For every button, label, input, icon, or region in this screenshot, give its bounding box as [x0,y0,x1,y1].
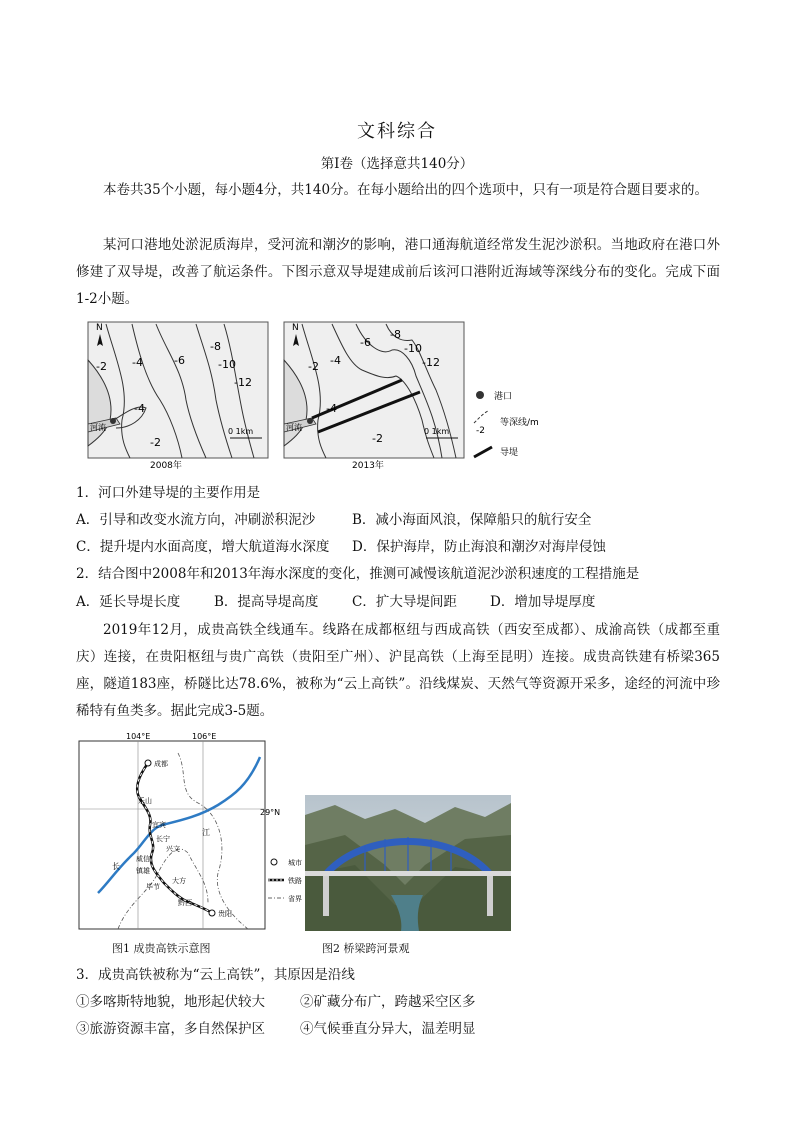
lon-104: 104°E [126,732,151,741]
q3-options-row2 [76,1017,476,1037]
q1-option-a[interactable]: A．引导和改变水流方向，冲刷淤积泥沙 [76,512,316,528]
city-label: 兴文 [166,845,180,853]
q2-option-d[interactable]: D．增加导堤厚度 [490,594,596,610]
legend-jetty: 导堤 [500,448,519,458]
city-label: 黔西 [178,899,192,907]
q1-option-d[interactable]: D．保护海岸，防止海浪和潮汐对海岸侵蚀 [352,539,606,555]
contour-label: -6 [174,354,185,367]
legend-isobath: 等深线/m [500,418,539,428]
contour-label: -10 [404,342,422,355]
legend-isobath-sample: -2 [476,426,485,436]
q1-options-row2 [76,535,606,555]
lon-106: 106°E [192,732,217,741]
river-char: 长 [112,862,120,871]
city-label: 成都 [154,760,168,768]
contour-label: -8 [210,340,221,353]
lat-29: 29°N [260,808,281,817]
scale-bar: 0 1km [424,427,450,436]
q3-options-row1 [76,990,476,1010]
figure-caption-1: 图1 成贵高铁示意图 [112,942,211,955]
legend-city: 城市 [288,859,302,867]
q3-option-3[interactable]: ③旅游资源丰富，多自然保护区 [76,1021,265,1037]
city-label: 乐山 [138,797,152,805]
contour-label: -4 [132,356,143,369]
contour-label: -8 [390,328,401,341]
q1-options-row1 [76,508,591,528]
contour-label: -4 [326,402,337,415]
q2-option-c[interactable]: C．扩大导堤间距 [352,594,457,610]
river-label: 河流 [286,423,302,432]
map-year-2013: 2013年 [352,461,384,471]
contour-label: -4 [134,402,145,415]
city-label: 长宁 [156,835,170,843]
contour-label: -10 [218,358,236,371]
north-arrow-left: N [96,323,103,333]
contour-label: -6 [360,336,371,349]
figure-caption-2: 图2 桥梁跨河景观 [322,942,410,955]
page-title: 文科综合 [357,121,437,142]
river-label: 河流 [90,423,106,432]
contour-label: -2 [150,436,161,449]
legend-rail: 铁路 [288,877,302,885]
city-label: 威信 [136,855,150,863]
city-label: 大方 [172,877,186,885]
q1-option-b[interactable]: B．减小海面风浪，保障船只的航行安全 [352,512,592,528]
q1-stem: 1．河口外建导堤的主要作用是 [76,485,261,501]
city-label: 镇雄 [136,867,150,875]
city-label: 贵阳 [218,910,232,918]
contour-label: -4 [330,354,341,367]
q2-option-b[interactable]: B．提高导堤高度 [214,594,319,610]
section-subtitle: 第Ⅰ卷（选择意共140分） [320,156,474,172]
figure-legend [470,385,560,465]
q3-stem: 3．成贵高铁被称为“云上高铁”，其原因是沿线 [76,967,355,983]
bridge-photo [305,795,511,931]
figure-railway-map [78,732,281,931]
city-label: 毕节 [146,883,160,891]
legend-border: 省界 [288,895,302,903]
contour-label: -2 [372,432,383,445]
city-icon [271,859,277,865]
port-icon [476,391,484,399]
q2-options [76,590,595,610]
q3-option-1[interactable]: ①多喀斯特地貌，地形起伏较大 [76,994,265,1010]
map-year-2008: 2008年 [150,461,182,471]
q3-option-2[interactable]: ②矿藏分布广，跨越采空区多 [300,994,476,1010]
scale-bar: 0 1km [228,427,254,436]
contour-label: -12 [422,356,440,369]
north-arrow-right: N [292,323,299,333]
contour-label: -12 [234,376,252,389]
city-label: 宜宾 [152,821,166,829]
intro-paragraph: 本卷共35个小题，每小题4分，共140分。在每小题给出的四个选项中，只有一项是符合题目要求的。 [103,182,709,198]
jetty-icon [474,447,492,457]
q2-stem: 2．结合图中2008年和2013年海水深度的变化，推测可减慢该航道泥沙淤积速度的工程措施是 [76,566,640,582]
q2-option-a[interactable]: A．延长导堤长度 [76,594,181,610]
passage-2: 2019年12月，成贵高铁全线通车。线路在成都枢纽与西成高铁（西安至成都）、成渝高铁（成都至重庆）连接，在贵阳枢纽与贵广高铁（贵阳至广州）、沪昆高铁（上海至昆明）连接。成贵高铁建有桥梁365座，隧道183座，桥隧比达78.6%，被称为“云上高铁”。沿线煤炭、天然气等资源开采多，途经的河流中珍稀特有鱼类多。据此完成3-5题。 [76,622,720,719]
q3-option-4[interactable]: ④气候垂直分异大，温差明显 [300,1021,476,1037]
contour-label: -2 [96,360,107,373]
contour-label: -2 [308,360,319,373]
q1-option-c[interactable]: C．提升堤内水面高度，增大航道海水深度 [76,539,330,555]
legend-port: 港口 [494,392,513,402]
isobath-icon [474,411,488,423]
passage-1: 某河口港地处淤泥质海岸，受河流和潮汐的影响，港口通海航道经常发生泥沙淤积。当地政府在港口外修建了双导堤，改善了航运条件。下图示意双导堤建成前后该河口港附近海域等深线分布的变化。完成下面1-2小题。 [76,237,720,307]
figure-isobath-maps [86,320,486,470]
river-char: 江 [202,828,210,837]
